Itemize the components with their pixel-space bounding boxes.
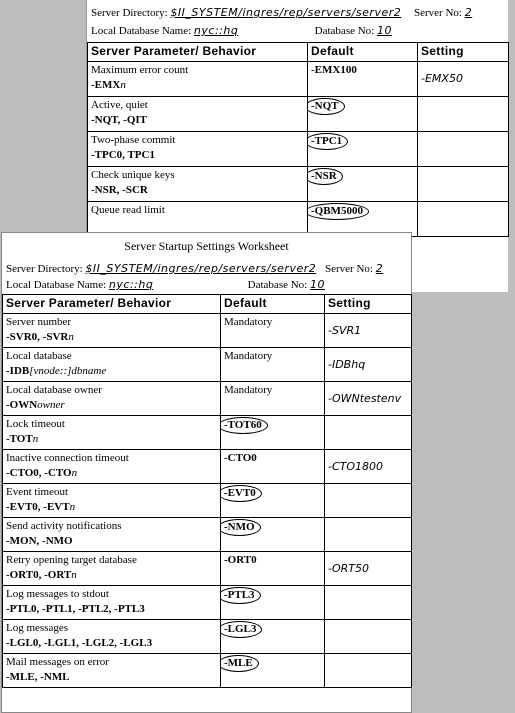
parameter-row xyxy=(3,620,412,654)
setting-value: -ORT50 xyxy=(328,562,369,575)
parameter-flag-text: -NSR, -SCR xyxy=(91,184,148,196)
front-local-db-value: nyc::hq xyxy=(108,278,154,291)
back-table-header-row xyxy=(88,43,509,62)
back-database-no-value: 10 xyxy=(376,24,392,37)
setting-cell[interactable] xyxy=(325,348,412,382)
setting-cell[interactable] xyxy=(325,586,412,620)
default-cell xyxy=(308,62,418,97)
default-cell xyxy=(221,654,325,688)
setting-value: -SVR1 xyxy=(328,324,362,337)
parameter-name: Retry opening target database xyxy=(6,554,137,566)
parameter-flags xyxy=(6,670,218,685)
parameter-cell xyxy=(3,314,221,348)
parameter-flags xyxy=(6,398,218,413)
parameter-cell xyxy=(3,348,221,382)
parameter-flags xyxy=(6,432,218,447)
parameter-cell xyxy=(3,586,221,620)
default-value: Mandatory xyxy=(224,316,273,328)
parameter-flags xyxy=(91,113,305,128)
front-server-no-label: Server No: xyxy=(325,263,373,275)
parameter-row xyxy=(3,586,412,620)
default-value-circled: -PTL3 xyxy=(221,587,261,604)
back-server-no-label: Server No: xyxy=(414,7,462,19)
setting-cell[interactable] xyxy=(325,518,412,552)
parameter-flag-text: -MLE, -NML xyxy=(6,671,70,683)
setting-value: -IDBhq xyxy=(328,358,366,371)
default-value: Mandatory xyxy=(224,384,273,396)
default-value: -CTO0 xyxy=(224,452,257,464)
parameter-flag-text: -ORT0, -ORT xyxy=(6,569,72,581)
parameter-name: Mail messages on error xyxy=(6,656,109,668)
parameter-row xyxy=(3,450,412,484)
back-local-db-label: Local Database Name: xyxy=(91,25,192,37)
default-cell xyxy=(221,484,325,518)
front-table-header-row xyxy=(3,295,412,314)
parameter-flag-argument: owner xyxy=(37,399,65,411)
parameter-flag-text: -EVT0, -EVT xyxy=(6,501,70,513)
setting-cell[interactable] xyxy=(325,620,412,654)
front-server-directory-line xyxy=(6,262,383,275)
back-local-db-line xyxy=(91,24,392,37)
setting-cell[interactable] xyxy=(325,552,412,586)
back-server-directory-value: $II_SYSTEM/ingres/rep/servers/server2 xyxy=(170,6,402,19)
default-value-circled: -NQT xyxy=(308,98,345,115)
default-value-circled: -MLE xyxy=(221,655,259,672)
default-cell xyxy=(221,382,325,416)
parameter-flag-argument: n xyxy=(69,501,76,513)
front-server-directory-label: Server Directory: xyxy=(6,263,83,275)
parameter-flags xyxy=(6,330,218,345)
default-cell xyxy=(221,552,325,586)
setting-cell[interactable] xyxy=(325,450,412,484)
parameter-cell xyxy=(3,620,221,654)
parameter-cell xyxy=(88,62,308,97)
parameter-flags xyxy=(6,364,218,379)
front-server-directory-value: $II_SYSTEM/ingres/rep/servers/server2 xyxy=(85,262,317,275)
back-server-no-value: 2 xyxy=(464,6,473,19)
parameter-flag-text: -LGL0, -LGL1, -LGL2, -LGL3 xyxy=(6,637,153,649)
worksheet-title: Server Startup Settings Worksheet xyxy=(124,239,289,253)
back-server-directory-label: Server Directory: xyxy=(91,7,168,19)
setting-cell[interactable] xyxy=(325,416,412,450)
parameter-name: Server number xyxy=(6,316,72,328)
parameter-flag-text: -TOT xyxy=(6,433,33,445)
default-cell xyxy=(221,450,325,484)
default-value-circled: -QBM5000 xyxy=(308,203,369,220)
parameter-flag-text: -SVR0, -SVR xyxy=(6,331,69,343)
default-cell xyxy=(308,167,418,202)
parameter-row xyxy=(3,484,412,518)
parameter-name: Log messages xyxy=(6,622,69,634)
default-cell xyxy=(308,97,418,132)
default-cell xyxy=(221,586,325,620)
parameter-flags xyxy=(6,534,218,549)
parameter-row xyxy=(88,97,509,132)
parameter-row xyxy=(3,552,412,586)
parameter-flag-argument: n xyxy=(32,433,39,445)
default-cell xyxy=(221,620,325,654)
setting-cell[interactable] xyxy=(325,314,412,348)
parameter-flag-text: -TPC0, TPC1 xyxy=(91,149,155,161)
front-parameters-table xyxy=(2,294,412,688)
parameter-cell xyxy=(3,484,221,518)
setting-cell[interactable] xyxy=(418,132,509,167)
front-database-no-value: 10 xyxy=(309,278,325,291)
parameter-cell xyxy=(3,382,221,416)
parameter-flag-text: -NQT, -QIT xyxy=(91,114,148,126)
parameter-flags xyxy=(6,568,218,583)
parameter-flag-argument: [vnode::]dbname xyxy=(29,365,107,377)
parameter-row xyxy=(3,348,412,382)
front-col-header-parameter: Server Parameter/ Behavior xyxy=(3,295,221,314)
setting-cell[interactable] xyxy=(325,654,412,688)
back-col-header-setting: Setting xyxy=(418,43,509,62)
setting-value: -CTO1800 xyxy=(328,460,384,473)
parameter-name: Local database owner xyxy=(6,384,102,396)
front-local-db-label: Local Database Name: xyxy=(6,279,107,291)
parameter-flag-text: -EMX xyxy=(91,79,121,91)
setting-value: -EMX50 xyxy=(421,72,463,85)
parameter-flag-argument: n xyxy=(120,79,126,91)
parameter-cell xyxy=(3,416,221,450)
back-local-db-value: nyc::hq xyxy=(193,24,239,37)
parameter-flags xyxy=(6,602,218,617)
parameter-name: Inactive connection timeout xyxy=(6,452,129,464)
back-col-header-parameter: Server Parameter/ Behavior xyxy=(88,43,308,62)
default-value: -EMX100 xyxy=(311,64,357,76)
default-cell xyxy=(221,518,325,552)
default-value-circled: -NMO xyxy=(221,519,261,536)
parameter-cell xyxy=(3,450,221,484)
setting-cell[interactable] xyxy=(418,62,509,97)
default-value: Mandatory xyxy=(224,350,273,362)
parameter-flag-argument: n xyxy=(68,331,74,343)
parameter-flags xyxy=(6,500,218,515)
parameter-flag-argument: n xyxy=(71,467,78,479)
parameter-cell xyxy=(3,552,221,586)
parameter-row xyxy=(88,167,509,202)
parameter-cell xyxy=(88,97,308,132)
default-value-circled: -TPC1 xyxy=(308,133,349,150)
parameter-flags xyxy=(91,183,305,198)
parameter-name: Lock timeout xyxy=(6,418,65,430)
parameter-row xyxy=(3,314,412,348)
parameter-row xyxy=(3,654,412,688)
default-value-circled: -NSR xyxy=(308,168,343,185)
parameter-flag-text: -IDB xyxy=(6,365,30,377)
parameter-flag-text: -MON, -NMO xyxy=(6,535,73,547)
default-value-circled: -EVT0 xyxy=(221,485,262,502)
parameter-name: Active, quiet xyxy=(91,99,148,111)
back-col-header-default: Default xyxy=(308,43,418,62)
parameter-row xyxy=(3,518,412,552)
parameter-flags xyxy=(6,466,218,481)
parameter-flags xyxy=(6,636,218,651)
default-cell xyxy=(308,132,418,167)
parameter-cell xyxy=(88,167,308,202)
parameter-name: Event timeout xyxy=(6,486,69,498)
parameter-flag-argument: n xyxy=(71,569,77,581)
front-local-db-line xyxy=(6,278,325,291)
parameter-name: Check unique keys xyxy=(91,169,175,181)
setting-cell[interactable] xyxy=(325,484,412,518)
default-value-circled: -TOT60 xyxy=(221,417,268,434)
default-cell xyxy=(221,348,325,382)
setting-value: -OWNtestenv xyxy=(328,392,402,405)
setting-cell[interactable] xyxy=(418,202,509,237)
parameter-cell xyxy=(3,518,221,552)
parameter-flags xyxy=(91,148,305,163)
parameter-cell xyxy=(3,654,221,688)
parameter-flags xyxy=(91,78,305,93)
setting-cell[interactable] xyxy=(418,167,509,202)
default-value-circled: -LGL3 xyxy=(221,621,263,638)
parameter-row xyxy=(88,132,509,167)
parameter-name: Local database xyxy=(6,350,72,362)
parameter-cell xyxy=(88,132,308,167)
front-worksheet-page xyxy=(1,232,412,713)
parameter-name: Send activity notifications xyxy=(6,520,122,532)
front-col-header-setting: Setting xyxy=(325,295,412,314)
parameter-name: Queue read limit xyxy=(91,204,165,216)
parameter-name: Log messages to stdout xyxy=(6,588,109,600)
parameter-row xyxy=(3,416,412,450)
back-database-no-label: Database No: xyxy=(314,25,375,37)
parameter-name: Two-phase commit xyxy=(91,134,176,146)
parameter-flag-text: -PTL0, -PTL1, -PTL2, -PTL3 xyxy=(6,603,145,615)
parameter-flag-text: -CTO0, -CTO xyxy=(6,467,72,479)
front-server-no-value: 2 xyxy=(375,262,384,275)
back-parameters-table xyxy=(87,42,509,237)
front-database-no-label: Database No: xyxy=(247,279,308,291)
parameter-row xyxy=(88,62,509,97)
default-cell xyxy=(221,416,325,450)
parameter-row xyxy=(3,382,412,416)
setting-cell[interactable] xyxy=(325,382,412,416)
parameter-name: Maximum error count xyxy=(91,64,189,76)
front-col-header-default: Default xyxy=(221,295,325,314)
setting-cell[interactable] xyxy=(418,97,509,132)
parameter-flag-text: -OWN xyxy=(6,399,38,411)
default-value: -ORT0 xyxy=(224,554,257,566)
back-server-directory-line xyxy=(91,6,472,19)
default-cell xyxy=(221,314,325,348)
